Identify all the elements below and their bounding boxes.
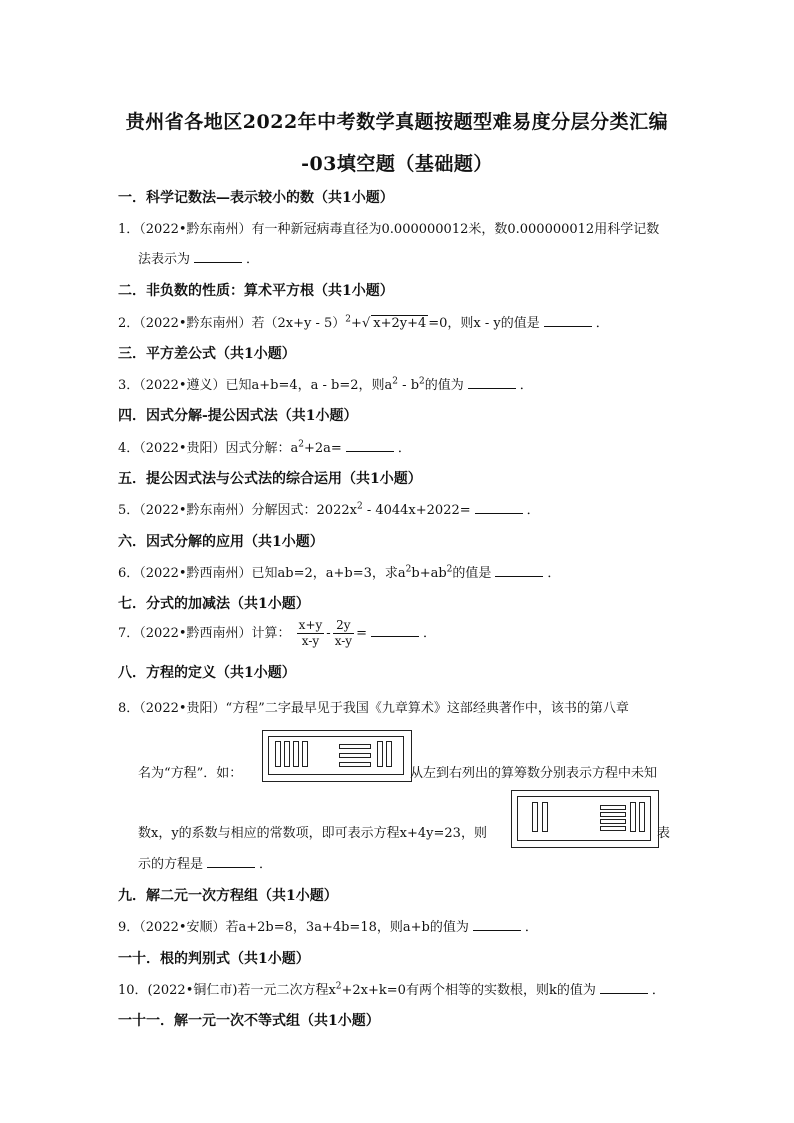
question-8-line1: 8．（2022•贵阳）“方程”二字最早见于我国《九章算术》这部经典著作中，该书的第八章 [118, 701, 629, 716]
section-heading-3: 三．平方差公式（共1小题） [118, 346, 296, 362]
question-3: 3．（2022•遵义）已知a+b=4，a - b=2，则$a^2 - b^2$的值为 ． [118, 376, 533, 393]
answer-blank [495, 564, 543, 577]
answer-blank [346, 439, 394, 452]
document-title-line2: -03填空题（基础题） [301, 153, 493, 175]
answer-blank [371, 624, 419, 637]
section-heading-2: 二．非负数的性质：算术平方根（共1小题） [118, 283, 394, 299]
answer-blank [194, 250, 242, 263]
section-heading-9: 九．解二元一次方程组（共1小题） [118, 888, 338, 904]
question-8-line4: 示的方程是 ． [138, 857, 273, 872]
section-heading-4: 四．因式分解-提公因式法（共1小题） [118, 408, 358, 424]
answer-blank [207, 855, 255, 868]
section-heading-8: 八．方程的定义（共1小题） [118, 665, 296, 681]
question-7: 7．（2022•黔西南州）计算： $\frac{x+y}{x-y}$ - $\frac{2y}{x-y}$ = ． [118, 618, 436, 648]
answer-blank [468, 376, 516, 389]
section-heading-7: 七．分式的加减法（共1小题） [118, 596, 310, 612]
section-heading-1: 一．科学记数法—表示较小的数（共1小题） [118, 190, 394, 206]
question-2: 2．（2022•黔东南州）若$(2x+y - 5)^2+√$ x+2y+4 =0，则x - y的值是 ． [118, 314, 609, 331]
counting-rods-figure-2 [511, 790, 659, 848]
question-8-line3a: 数x，y的系数与相应的常数项，即可表示方程x+4y=23，则 [138, 826, 487, 841]
question-8-line3b: 表 [657, 826, 671, 841]
section-heading-5: 五．提公因式法与公式法的综合运用（共1小题） [118, 471, 422, 487]
answer-blank [544, 314, 592, 327]
question-8-line2b: 从左到右列出的算筹数分别表示方程中未知 [410, 766, 658, 781]
answer-blank [475, 501, 523, 514]
answer-blank [473, 918, 521, 931]
fraction-2: $\frac{2y}{x-y}$ [334, 618, 353, 648]
question-6: 6．（2022•黔西南州）已知ab=2，a+b=3，求$a^2b+ab^2$的值是 ． [118, 564, 561, 581]
question-5: 5．（2022•黔东南州）分解因式：$2022x^2 - 4044x+2022=$ ． [118, 501, 540, 518]
counting-rods-figure-1 [262, 730, 412, 782]
answer-blank [600, 981, 648, 994]
section-heading-6: 六．因式分解的应用（共1小题） [118, 534, 324, 550]
document-title-line1: 贵州省各地区2022年中考数学真题按题型难易度分层分类汇编 [125, 111, 669, 133]
question-4: 4．（2022•贵阳）因式分解：$a^2+2a=$ ． [118, 439, 411, 456]
section-heading-10: 一十．根的判别式（共1小题） [118, 951, 310, 967]
question-1-line1: 1．（2022•黔东南州）有一种新冠病毒直径为0.000000012米，数0.000000012用科学记数 [118, 222, 660, 237]
question-8-line2a: 名为“方程”．如： [138, 766, 243, 781]
question-10: 10．(2022•铜仁市)若一元二次方程$x^2+2x+k=0$有两个相等的实数根，则k的值为 ． [118, 981, 665, 998]
question-9: 9．（2022•安顺）若a+2b=8，3a+4b=18，则a+b的值为 ． [118, 920, 538, 935]
section-heading-11: 一十一．解一元一次不等式组（共1小题） [118, 1013, 380, 1029]
fraction-1: $\frac{x+y}{x-y}$ [298, 618, 323, 648]
question-1-line2: 法表示为 ． [138, 252, 260, 267]
square-root: x+2y+4 [373, 316, 427, 331]
